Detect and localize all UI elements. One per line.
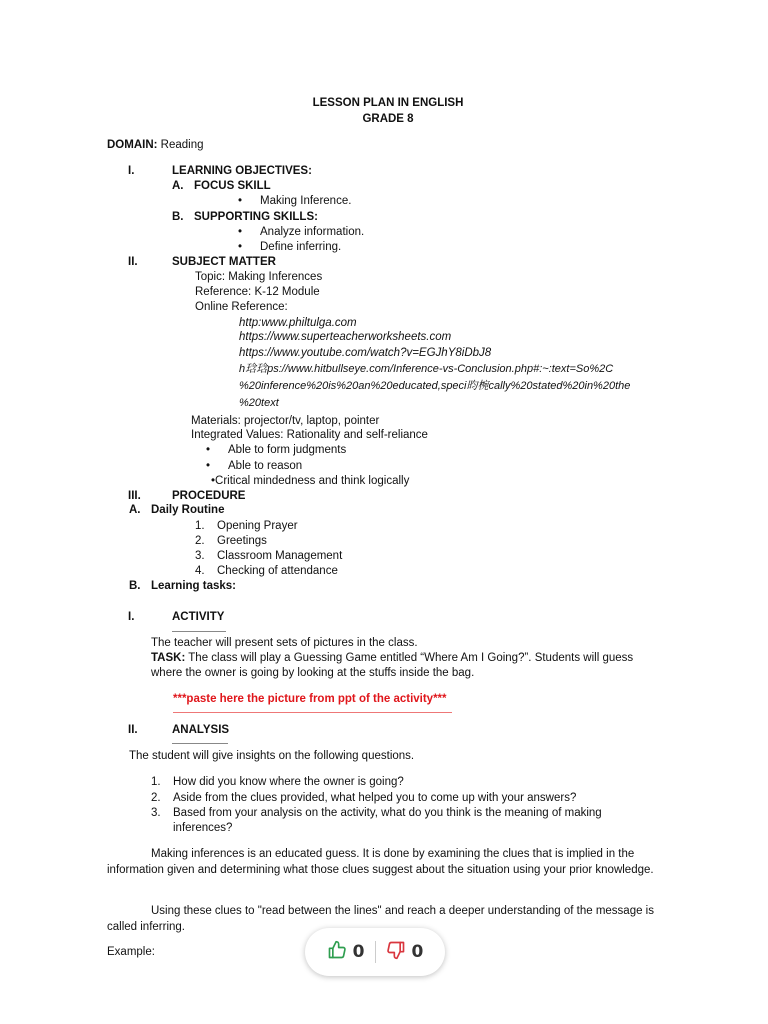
routine-number: 4. xyxy=(195,565,205,577)
question-text-cont: inferences? xyxy=(173,822,233,834)
example-label: Example: xyxy=(107,946,155,958)
task-label: TASK: xyxy=(151,652,186,664)
routine-item: Classroom Management xyxy=(217,550,343,562)
values-line: Integrated Values: Rationality and self-reliance xyxy=(191,429,428,441)
value-item-last: •Critical mindedness and think logically xyxy=(211,475,410,487)
supporting-skill-item: • Define inferring. xyxy=(260,240,341,254)
learning-tasks-title: Learning tasks: xyxy=(151,580,236,592)
task-text: The class will play a Guessing Game entitled “Where Am I Going?”. Students will guess xyxy=(185,652,634,664)
activity-line: The teacher will present sets of pictures in the class. xyxy=(151,637,418,649)
paragraph: Using these clues to "read between the lines" and reach a deeper understanding of the message is called inferring. xyxy=(107,905,654,933)
doc-grade: GRADE 8 xyxy=(362,113,414,125)
reference-link[interactable]: http:www.philtulga.com xyxy=(239,317,357,329)
topic-line: Topic: Making Inferences xyxy=(195,271,323,283)
question-number: 2. xyxy=(151,792,161,804)
focus-skill-label: A. xyxy=(172,180,184,192)
section-3-title: PROCEDURE xyxy=(172,490,246,502)
reference-link[interactable]: h琀琀ps://www.hitbullseye.com/Inference-vs-Conclusion.php#:~:text=So%2C xyxy=(239,363,614,375)
like-count: 0 xyxy=(352,942,365,962)
routine-number: 2. xyxy=(195,535,205,547)
vote-widget xyxy=(305,928,445,976)
supporting-skills-title: SUPPORTING SKILLS: xyxy=(194,211,318,223)
section-3-number: III. xyxy=(128,490,141,502)
domain-line xyxy=(107,138,204,152)
reference-link[interactable]: %20inference%20is%20an%20educated,speci昀椀cally%20stated%20in%20the xyxy=(239,380,631,392)
reference-line: Reference: K-12 Module xyxy=(195,286,320,298)
section-2-number: II. xyxy=(128,256,138,268)
activity-underline xyxy=(172,631,226,632)
thumbs-down-icon xyxy=(386,940,406,965)
like-button[interactable] xyxy=(317,940,375,965)
paste-underline xyxy=(173,712,452,713)
focus-skill-item: • Making Inference. xyxy=(260,194,351,208)
supporting-skills-label: B. xyxy=(172,211,184,223)
focus-skill-title: FOCUS SKILL xyxy=(194,180,271,192)
task-line-2: where the owner is going by looking at the stuffs inside the bag. xyxy=(151,667,475,679)
paragraph: Making inferences is an educated guess. It is done by examining the clues that is implied in the information given and determining what those clues suggest about the situation using your prior knowledge. xyxy=(107,848,654,876)
doc-title: LESSON PLAN IN ENGLISH xyxy=(312,97,464,109)
routine-number: 1. xyxy=(195,520,205,532)
dislike-count: 0 xyxy=(411,942,424,962)
domain-label: DOMAIN: xyxy=(107,139,158,151)
question-number: 1. xyxy=(151,776,161,788)
reference-link[interactable]: https://www.superteacherworksheets.com xyxy=(239,331,452,343)
question-text: How did you know where the owner is going? xyxy=(173,776,404,788)
reference-link[interactable]: %20text xyxy=(239,397,279,409)
task-line xyxy=(151,651,633,665)
routine-item: Opening Prayer xyxy=(217,520,298,532)
learning-tasks-label: B. xyxy=(129,580,141,592)
analysis-title: ANALYSIS xyxy=(172,724,230,736)
routine-number: 3. xyxy=(195,550,205,562)
dislike-button[interactable] xyxy=(376,940,434,965)
question-number: 3. xyxy=(151,807,161,819)
routine-item: Checking of attendance xyxy=(217,565,338,577)
section-2-title: SUBJECT MATTER xyxy=(172,256,276,268)
paste-placeholder: ***paste here the picture from ppt of the activity*** xyxy=(173,693,447,705)
question-text: Based from your analysis on the activity, what do you think is the meaning of making xyxy=(173,807,602,819)
section-1-title: LEARNING OBJECTIVES: xyxy=(172,165,312,177)
reference-link[interactable]: https://www.youtube.com/watch?v=EGJhY8iDbJ8 xyxy=(239,347,492,359)
analysis-number: II. xyxy=(128,724,138,736)
value-item: • Able to reason xyxy=(228,459,302,473)
section-1-number: I. xyxy=(128,165,135,177)
online-reference-label: Online Reference: xyxy=(195,301,288,313)
domain-value: Reading xyxy=(157,139,204,151)
daily-routine-title: Daily Routine xyxy=(151,504,225,516)
activity-number: I. xyxy=(128,611,135,623)
value-item: • Able to form judgments xyxy=(228,443,346,457)
materials-line: Materials: projector/tv, laptop, pointer xyxy=(191,415,380,427)
analysis-intro: The student will give insights on the following questions. xyxy=(129,750,415,762)
activity-title: ACTIVITY xyxy=(172,611,225,623)
thumbs-up-icon xyxy=(327,940,347,965)
supporting-skill-item: • Analyze information. xyxy=(260,225,364,239)
daily-routine-label: A. xyxy=(129,504,141,516)
analysis-underline xyxy=(172,743,228,744)
routine-item: Greetings xyxy=(217,535,267,547)
question-text: Aside from the clues provided, what helped you to come up with your answers? xyxy=(173,792,577,804)
